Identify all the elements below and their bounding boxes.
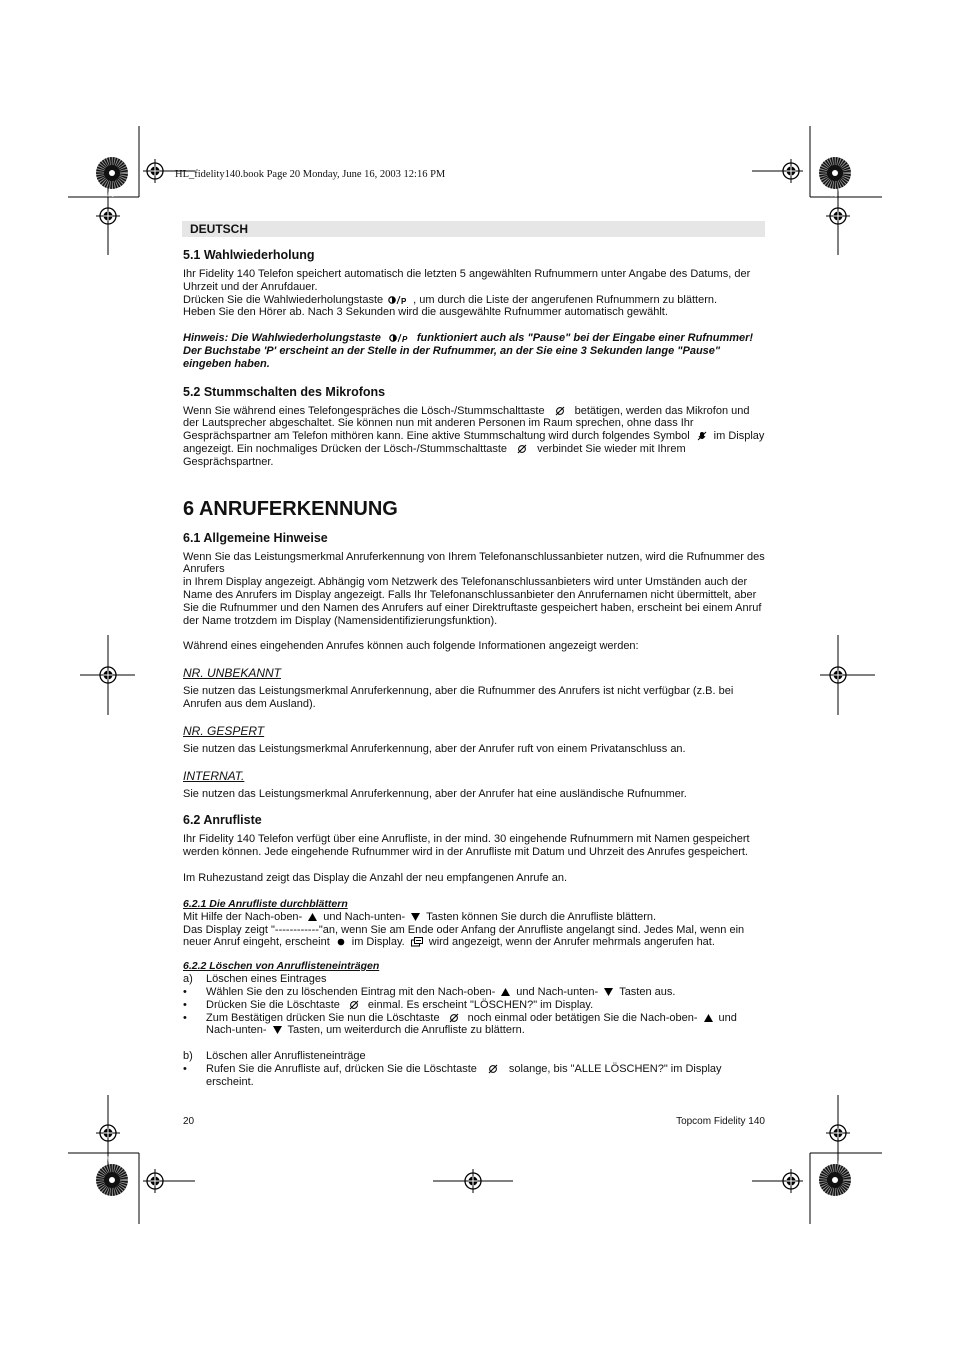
paragraph: Im Ruhezustand zeigt das Display die Anzahl der neu empfangenen Anrufe an.	[183, 871, 568, 884]
up-arrow-icon	[308, 913, 317, 921]
paragraph: in Ihrem Display angezeigt. Abhängig vom Netzwerk des Telefonanschlussanbieters wird unter Umständen auch der Name des Anrufers im Display angezeigt. Falls Ihr Telefonanschlussanbieter den Anrufernamen nicht übermittelt, aber Sie die Rufnummer und den Namen des Anrufers auf einer Direktruftaste gespeichert haben, erscheint bei einem Anruf der Name trotzdem im Display (Namensidentifizierungsfunktion).	[183, 576, 762, 627]
paragraph: Ihr Fidelity 140 Telefon speichert automatisch die letzten 5 angewählten Rufnummern unter Angabe des Datums, der Uhrzeit und der Anrufdauer.	[183, 268, 751, 293]
caller-info-item	[183, 769, 767, 801]
svg-text:P: P	[401, 335, 408, 344]
footer-product: Topcom Fidelity 140	[676, 1116, 765, 1127]
list-item: • Zum Bestätigen drücken Sie nun die Löschtaste noch einmal oder betätigen Sie die Nach-oben- und Nach-unten- Tasten, um weiterdurch die Anrufliste zu blättern.	[183, 1011, 737, 1037]
list-item: • Drücken Sie die Löschtaste einmal. Es erscheint "LÖSCHEN?" im Display.	[183, 998, 594, 1011]
mute-symbol-icon	[697, 431, 707, 441]
print-header: HL_fidelity140.book Page 20 Monday, June 16, 2003 12:16 PM	[175, 169, 446, 180]
list-item: b) Löschen aller Anruflisteneinträge	[183, 1050, 366, 1063]
list-item: a) Löschen eines Eintrages	[183, 973, 327, 986]
caller-info-label: NR. UNBEKANNT	[183, 666, 282, 681]
section-6-1-title: 6.1 Allgemeine Hinweise	[183, 530, 328, 545]
paragraph: Heben Sie den Hörer ab. Nach 3 Sekunden wird die ausgewählte Rufnummer automatisch gewählt.	[183, 306, 668, 319]
caller-info-text: Sie nutzen das Leistungsmerkmal Anruferkennung, aber der Anrufer ruft von einem Privatanschluss an.	[183, 742, 686, 755]
section-5-1-title: 5.1 Wahlwiederholung	[183, 248, 315, 262]
delete-key-icon	[349, 1000, 359, 1010]
down-arrow-icon	[411, 913, 420, 921]
paragraph: Ihr Fidelity 140 Telefon verfügt über eine Anrufliste, in der mind. 30 eingehende Rufnummern mit Namen gespeichert werden können. Jede eingehende Rufnummer wird in der Anrufliste mit Datum und Uhrzeit des Anrufes gespeichert.	[183, 833, 750, 859]
list-item: • Wählen Sie den zu löschenden Eintrag mit den Nach-oben- und Nach-unten- Tasten aus.	[183, 985, 676, 998]
caller-info-item	[183, 724, 767, 756]
section-6-2-title: 6.2 Anrufliste	[183, 813, 262, 828]
section-6-2-2-title: 6.2.2 Löschen von Anruflisteneinträgen	[183, 960, 380, 973]
down-arrow-icon	[604, 988, 613, 996]
language-bar: DEUTSCH	[182, 221, 765, 237]
down-arrow-icon	[273, 1026, 282, 1034]
redial-pause-icon	[389, 333, 409, 343]
up-arrow-icon	[704, 1014, 713, 1022]
paragraph: Wenn Sie während eines Telefongespräches die Lösch-/Stummschalttaste betätigen, werden das Mikrofon und der Lautsprecher abgeschaltet. Sie können nun mit anderen Personen im Raum sprechen, ohne dass Ihr Gesprächspartner am Telefon mithören kann. Eine aktive Stummschaltung wird durch folgendes Symbol im Display angezeigt. Ein nochmaliges Drücken der Lösch-/Stummschalttaste verbindet Sie wieder mit Ihrem Gesprächspartner.	[183, 404, 765, 468]
page-number: 20	[183, 1116, 195, 1127]
caller-info-item	[183, 666, 767, 711]
list-item: • Rufen Sie die Anrufliste auf, drücken Sie die Löschtaste solange, bis "ALLE LÖSCHEN?" im Display erscheint.	[183, 1062, 722, 1088]
svg-text:P: P	[401, 296, 407, 305]
paragraph: Mit Hilfe der Nach-oben- und Nach-unten- Tasten können Sie durch die Anrufliste blättern.	[183, 910, 657, 923]
paragraph: Das Display zeigt "------------"an, wenn Sie am Ende oder Anfang der Anrufliste angelangt sind. Jedes Mal, wenn ein neuer Anruf eingeht, erscheint im Display. wird angezeigt, wenn der Anrufer mehrmals angerufen hat.	[183, 923, 745, 949]
up-arrow-icon	[501, 988, 510, 996]
section-6-2-1-title: 6.2.1 Die Anrufliste durchblättern	[183, 897, 348, 910]
redial-pause-icon	[388, 295, 408, 305]
paragraph: Drücken Sie die Wahlwiederholungstaste P , um durch die Liste der angerufenen Rufnummern zu blättern.	[183, 293, 718, 306]
section-5-2-title: 5.2 Stummschalten des Mikrofons	[183, 384, 386, 399]
new-call-dot-icon	[337, 938, 345, 946]
delete-mute-key-icon	[517, 444, 527, 454]
paragraph: Wenn Sie das Leistungsmerkmal Anruferkennung von Ihrem Telefonanschlussanbieter nutzen, wird die Rufnummer des Anrufers	[183, 550, 765, 576]
repeat-call-icon	[411, 937, 423, 947]
caller-info-label: NR. GESPERT	[183, 723, 265, 738]
caller-info-text: Sie nutzen das Leistungsmerkmal Anruferkennung, aber der Anrufer hat eine ausländische Rufnummer.	[183, 787, 687, 800]
delete-key-icon	[488, 1064, 498, 1074]
delete-key-icon	[449, 1013, 459, 1023]
note: Hinweis: Die Wahlwiederholungstaste P funktioniert auch als "Pause" bei der Eingabe einer Rufnummer! Der Buchstabe 'P' erscheint an der Stelle in der Rufnummer, an der Sie eine 3 Sekunden lange "Pause" eingeben haben.	[183, 332, 754, 370]
paragraph: Während eines eingehenden Anrufes können auch folgende Informationen angezeigt werden:	[183, 640, 639, 653]
delete-mute-key-icon	[555, 406, 565, 416]
chapter-title: 6 ANRUFERKENNUNG	[183, 497, 398, 520]
caller-info-label: INTERNAT.	[183, 768, 245, 783]
caller-info-text: Sie nutzen das Leistungsmerkmal Anruferkennung, aber die Rufnummer des Anrufers ist nicht verfügbar (z.B. bei Anrufen aus dem Ausland).	[183, 685, 734, 710]
page-content	[183, 248, 767, 1088]
